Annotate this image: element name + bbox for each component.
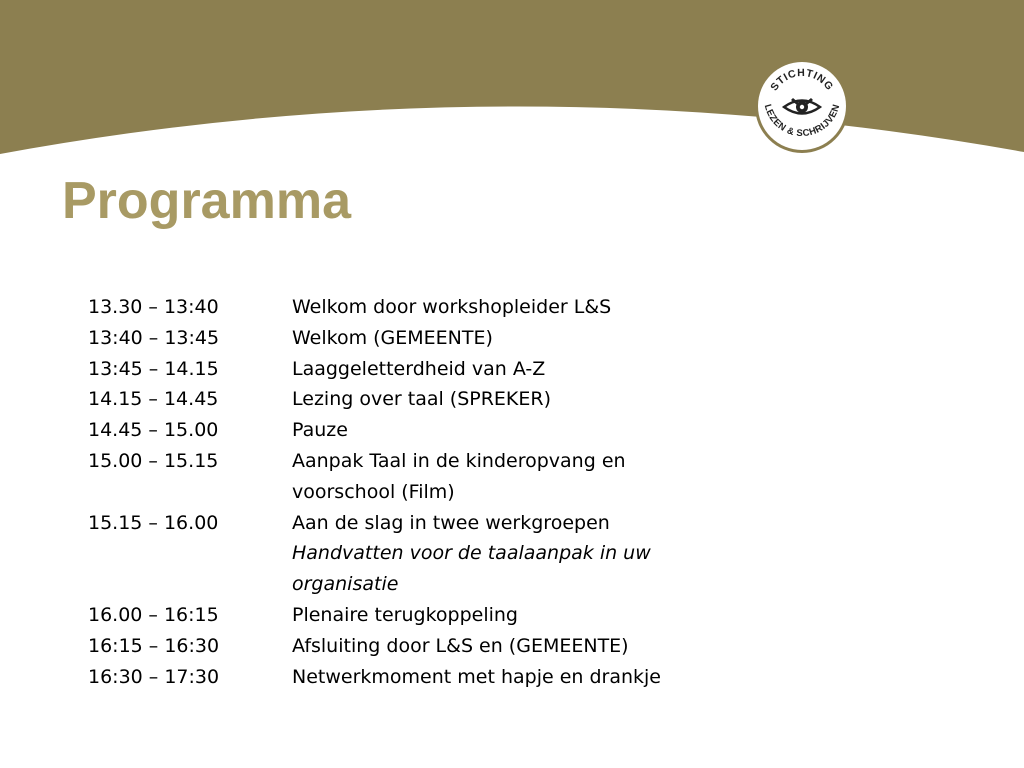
activity-line: Afsluiting door L&S en (GEMEENTE): [292, 634, 629, 657]
activity-line: Aan de slag in twee werkgroepen: [292, 511, 610, 534]
schedule-time: 15.00 – 15.15: [88, 449, 219, 472]
schedule-row: [88, 354, 788, 385]
activity-line: Lezing over taal (SPREKER): [292, 388, 552, 411]
schedule-time: 16:15 – 16:30: [88, 634, 220, 657]
logo-text-top: STICHTING: [768, 66, 836, 94]
schedule-activity: [292, 508, 788, 600]
schedule-time: 14.45 – 15.00: [88, 419, 219, 442]
schedule-time: 15.15 – 16.00: [88, 511, 219, 534]
activity-line: Pauze: [292, 419, 348, 442]
schedule-time: 16:30 – 17:30: [88, 665, 220, 688]
activity-line: Welkom (GEMEENTE): [292, 326, 493, 349]
schedule-time: 14.15 – 14.45: [88, 388, 219, 411]
schedule-activity: [292, 292, 788, 323]
page-title: Programma: [62, 172, 351, 230]
schedule-activity: [292, 354, 788, 385]
schedule-activity: [292, 323, 788, 354]
schedule-time: 13.30 – 13:40: [88, 296, 219, 318]
schedule-list: [88, 292, 788, 692]
schedule-activity: [292, 415, 788, 446]
schedule-row: [88, 662, 788, 693]
schedule-row: [88, 415, 788, 446]
schedule-activity: [292, 384, 788, 415]
activity-line: Netwerkmoment met hapje en drankje: [292, 665, 661, 688]
activity-line: Plenaire terugkoppeling: [292, 603, 518, 626]
activity-line: Aanpak Taal in de kinderopvang en: [292, 449, 626, 472]
logo-text-bottom: LEZEN & SCHRIJVEN: [761, 103, 843, 140]
header-band: [0, 0, 1024, 170]
activity-line: Welkom door workshopleider L&S: [292, 296, 612, 318]
schedule-activity: [292, 662, 788, 693]
schedule-activity: [292, 600, 788, 631]
eye-pen-logo: [752, 58, 852, 154]
schedule-time: 13:40 – 13:45: [88, 326, 220, 349]
activity-subtitle-line: Handvatten voor de taalaanpak in uw: [292, 542, 651, 565]
schedule-row: [88, 600, 788, 631]
activity-subtitle-line: organisatie: [292, 573, 399, 596]
schedule-time: 16.00 – 16:15: [88, 603, 219, 626]
schedule-time: 13:45 – 14.15: [88, 357, 219, 380]
schedule-activity: [292, 631, 788, 662]
schedule-row: [88, 446, 788, 508]
activity-line: voorschool (Film): [292, 480, 455, 503]
schedule-activity: [292, 446, 788, 508]
activity-line: Laaggeletterdheid van A-Z: [292, 357, 546, 380]
schedule-row: [88, 508, 788, 600]
schedule-row: [88, 323, 788, 354]
schedule-row: [88, 384, 788, 415]
schedule-row: [88, 292, 788, 323]
schedule-row: [88, 631, 788, 662]
